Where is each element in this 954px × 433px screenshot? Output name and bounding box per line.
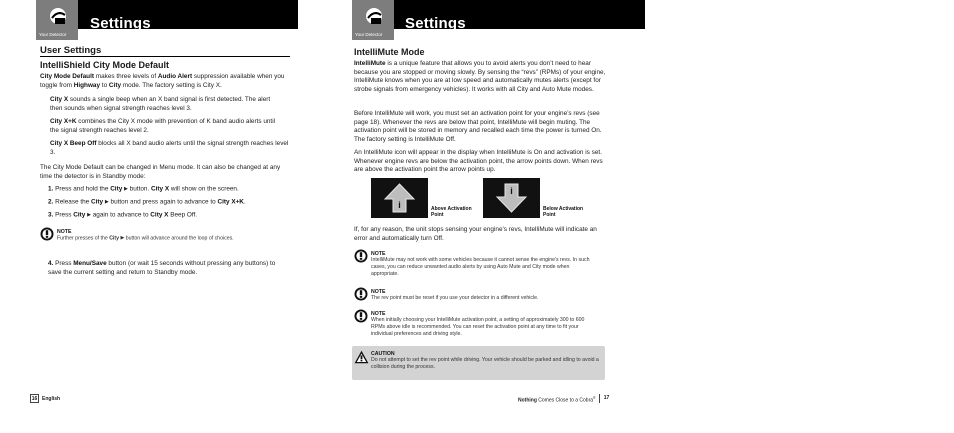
step-4: 4. Press Menu/Save button (or wait 15 seconds without pressing any buttons) to save the current setting and return to Standby mode. — [48, 260, 276, 276]
arrow-up-icon — [371, 178, 428, 218]
intro-paragraph: City Mode Default makes three levels of Audio Alert suppression available when you toggle from Highway to City mode. The factory setting is City X. — [40, 73, 285, 89]
left-header-title: Settings — [90, 15, 151, 32]
left-page-number: 16 — [31, 396, 38, 402]
left-note — [57, 229, 257, 243]
intellimute-intro: IntelliMute is a unique feature that allows you to avoid alerts you don’t need to hear because you are stopped or moving slowly. By sensing the “revs” (RPMs) of your engine, IntelliMute knows when you are at low speed and automatically mutes alerts (except for strobe signals from emergency vehicles). It works with all City and Auto Mute modes. — [354, 60, 606, 93]
right-triangle-icon: ▶ — [124, 186, 128, 192]
left-header-tab — [36, 0, 78, 40]
right-note-3 — [371, 311, 599, 339]
caution-icon — [354, 350, 369, 364]
note-text: The rev point must be reset if you use your detector in a different vehicle. — [371, 295, 539, 301]
radar-detector-icon — [48, 6, 70, 28]
above-activation-image — [371, 178, 428, 218]
below-activation-image — [483, 178, 540, 218]
activation-paragraph: Before IntelliMute will work, you must set an activation point for your engine’s revs (see page 18). Whenever the revs are below that point, IntelliMute will begin muting. The activation point will be stored in memory and recalled each time the power is turned On. The factory setting is IntelliMute Off. — [354, 110, 602, 143]
right-header-title: Settings — [405, 15, 466, 32]
option-city-x-k: City X+K combines the City X mode with prevention of K band audio alerts until the signal strength reaches level 2. — [50, 118, 276, 134]
radar-detector-icon — [364, 6, 386, 28]
note-icon — [354, 287, 368, 301]
arrow-down-icon — [483, 178, 540, 218]
note-text: IntelliMute may not work with some vehicles because it cannot sense the engine’s revs. In such cases, you can reduce unwanted audio alerts by using Auto Mute and City mode when appropriate. — [371, 257, 590, 278]
right-triangle-icon: ▶ — [104, 199, 109, 205]
right-triangle-icon: ▶ — [120, 235, 125, 241]
step-3: 3. Press City ▶ again to advance to City X Beep Off. — [48, 211, 198, 219]
step-1: 1. Press and hold the City ▶ button. City X will show on the screen. — [48, 185, 239, 193]
note-label: NOTE — [371, 251, 386, 257]
right-footer-tagline: Nothing Comes Close to a Cobra® — [518, 396, 596, 404]
right-tab-label: Your Detector — [355, 32, 383, 37]
note-icon — [40, 227, 54, 241]
note-label: NOTE — [371, 311, 386, 317]
svg-text:i: i — [398, 200, 401, 210]
right-triangle-icon: ▶ — [87, 212, 91, 218]
below-activation-caption: Below Activation Point — [543, 206, 584, 218]
above-activation-caption: Above Activation Point — [431, 206, 472, 218]
note-icon — [354, 309, 368, 323]
icon-paragraph: An IntelliMute icon will appear in the display when IntelliMute is On and activation is set. Whenever engine revs are below the activation point, the arrow points down. When revs are above the activation point the arrow points up. — [354, 149, 603, 174]
right-note-1 — [371, 251, 597, 279]
caution-text: Do not attempt to set the rev point while driving. Your vehicle should be parked and idling to avoid a collision during the process. — [371, 357, 599, 371]
left-section-rule — [40, 56, 290, 57]
left-tab-label: Your Detector — [39, 32, 67, 37]
option-city-x-beep-off: City X Beep Off blocks all X band audio alerts until the signal strength reaches level 3. — [50, 140, 289, 156]
option-city-x: City X sounds a single beep when an X band signal is first detected. The alert then sounds when signal strength reaches level 3. — [50, 96, 271, 112]
left-subheading: IntelliShield City Mode Default — [40, 60, 170, 70]
caution-content — [371, 351, 599, 371]
caution-label: CAUTION — [371, 351, 395, 357]
note-icon — [354, 249, 368, 263]
right-subheading: IntelliMute Mode — [354, 47, 425, 57]
right-header-band — [352, 0, 645, 29]
left-section-title: User Settings — [40, 45, 102, 56]
note-label: NOTE — [371, 289, 386, 295]
standby-paragraph: The City Mode Default can be changed in Menu mode. It can also be changed at any time the detector is in Standby mode: — [40, 164, 281, 180]
note-text: Further presses of the City ▶ button will advance around the loop of choices. — [57, 235, 234, 242]
svg-text:i: i — [510, 186, 513, 196]
note-label: NOTE — [57, 229, 72, 235]
footer-divider — [599, 394, 600, 403]
right-header-tab — [352, 0, 394, 40]
right-note-2 — [371, 289, 597, 302]
left-footer-language: English — [42, 396, 61, 402]
right-page-number: 17 — [603, 395, 610, 401]
error-paragraph: If, for any reason, the unit stops sensing your engine’s revs, IntelliMute will indicate an error and automatically turn Off. — [354, 226, 597, 242]
note-text: When initially choosing your IntelliMute activation point, a setting of approximately 300 to 600 RPMs above idle is recommended. You can reset the activation point at any time to fit your individual preferences and driving style. — [371, 317, 585, 338]
step-2: 2. Release the City ▶ button and press again to advance to City X+K. — [48, 198, 246, 206]
